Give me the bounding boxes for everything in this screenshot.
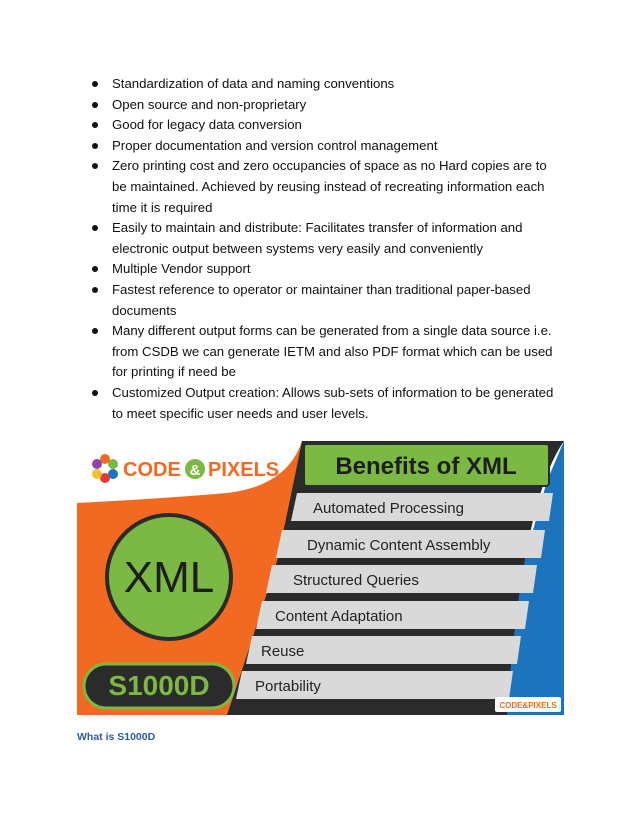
- list-item: Fastest reference to operator or maintainer than traditional paper-based documents: [92, 280, 562, 321]
- step-label-dynamic-content-assembly: Dynamic Content Assembly: [307, 537, 491, 554]
- logo-code-text: CODE: [123, 459, 181, 481]
- list-item: Open source and non-proprietary: [92, 95, 562, 116]
- step-label-portability: Portability: [255, 678, 321, 695]
- list-item: Multiple Vendor support: [92, 259, 562, 280]
- list-item: Easily to maintain and distribute: Facilitates transfer of information and electronic output between systems very easily and conveniently: [92, 218, 562, 259]
- logo-ampersand: &: [189, 462, 201, 479]
- list-item: Many different output forms can be generated from a single data source i.e. from CSDB we can generate IETM and also PDF format which can be used for printing if need be: [92, 321, 562, 383]
- list-item: Zero printing cost and zero occupancies of space as no Hard copies are to be maintained. Achieved by reusing instead of recreating information each time it is required: [92, 156, 562, 218]
- small-logo-text: CODE&PIXELS: [499, 701, 557, 710]
- list-item: Good for legacy data conversion: [92, 115, 562, 136]
- s1000d-label: S1000D: [108, 670, 210, 701]
- list-item: Customized Output creation: Allows sub-sets of information to be generated to meet specific user needs and user levels.: [92, 383, 562, 424]
- step-label-structured-queries: Structured Queries: [293, 572, 419, 589]
- benefits-banner-image: [77, 441, 564, 715]
- step-label-automated-processing: Automated Processing: [313, 500, 464, 517]
- step-label-content-adaptation: Content Adaptation: [275, 608, 403, 625]
- banner-title: Benefits of XML: [335, 453, 517, 480]
- benefits-list: [92, 74, 562, 424]
- xml-label: XML: [123, 553, 215, 602]
- logo-pixels-text: PIXELS: [208, 459, 280, 481]
- caption-link[interactable]: What is S1000D: [77, 731, 156, 743]
- list-item: Standardization of data and naming conventions: [92, 74, 562, 95]
- banner-graphic: [77, 441, 564, 715]
- step-label-reuse: Reuse: [261, 643, 305, 660]
- list-item: Proper documentation and version control management: [92, 136, 562, 157]
